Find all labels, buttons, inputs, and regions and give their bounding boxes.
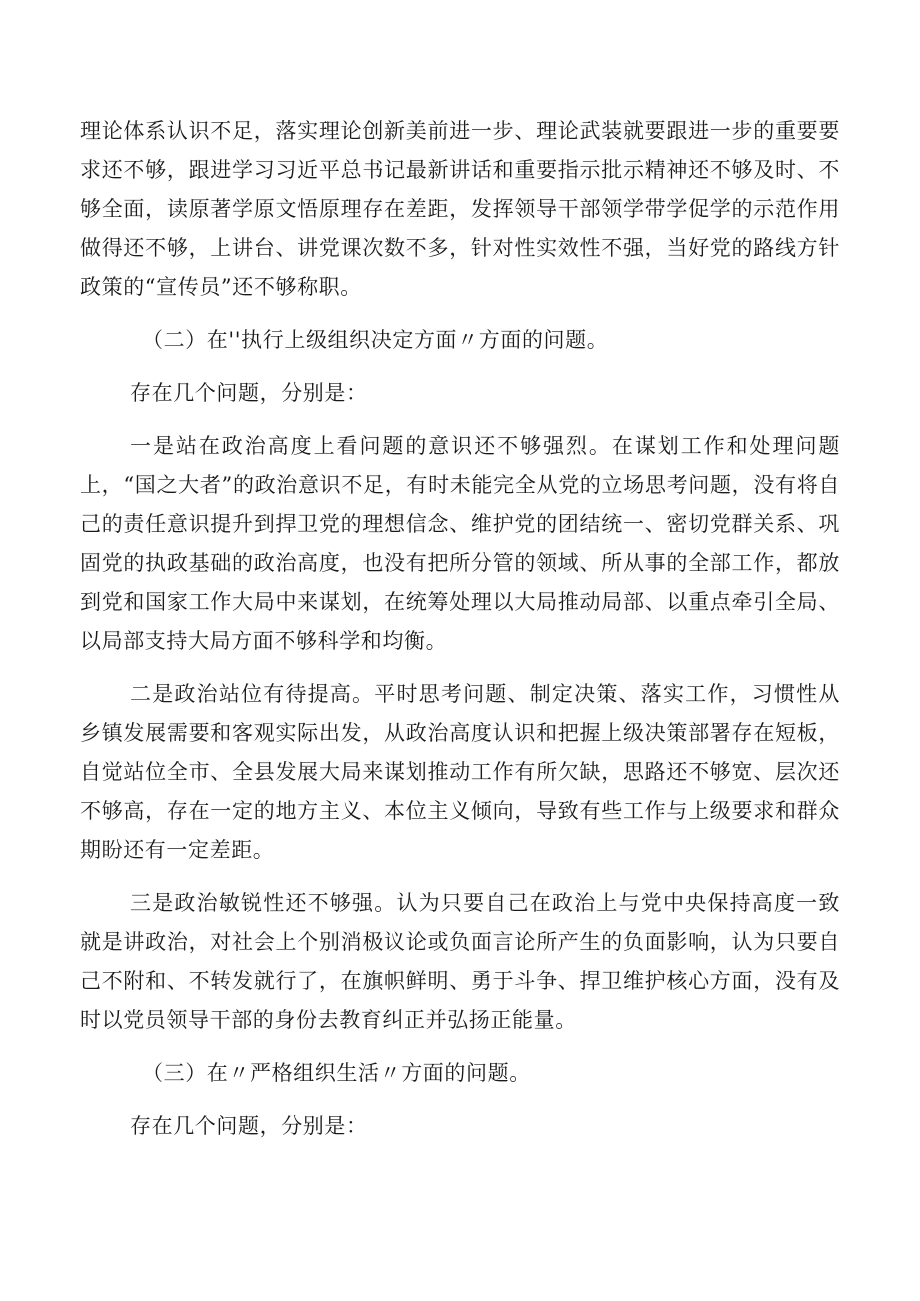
intro-paragraph: 存在几个问题，分别是： <box>130 381 368 405</box>
section-heading-2: （二）在''执行上级组织决定方面〃方面的问题。 <box>142 328 609 352</box>
body-paragraph-2: 二是政治站位有待提高。平时思考问题、制定决策、落实工作，习惯性从乡镇发展需要和客观实际出发，从政治高度认识和把握上级决策部署存在短板，自觉站位全市、全县发展大局来谋划推动工作有所欠缺，思路还不够宽、层次还不够高，存在一定的地方主义、本位主义倾向，导致有些工作与上级要求和群众期盼还有一定差距。 <box>80 682 840 862</box>
body-paragraph-continued: 理论体系认识不足，落实理论创新美前进一步、理论武装就要跟进一步的重要要求还不够，跟进学习习近平总书记最新讲话和重要指示批示精神还不够及时、不够全面，读原著学原文悟原理存在差距，发挥领导干部领学带学促学的示范作用做得还不够，上讲台、讲党课次数不多，针对性实效性不强，当好党的路线方针政策的“宣传员”还不够称职。 <box>80 119 840 299</box>
section-heading-3: （三）在〃严格组织生活〃方面的问题。 <box>142 1061 531 1085</box>
body-paragraph-1: 一是站在政治高度上看问题的意识还不够强烈。在谋划工作和处理问题上，“国之大者”的政治意识不足，有时未能完全从党的立场思考问题，没有将自己的责任意识提升到捍卫党的理想信念、维护党的团结统一、密切党群关系、巩固党的执政基础的政治高度，也没有把所分管的领域、所从事的全部工作，都放到党和国家工作大局中来谋划，在统筹处理以大局推动局部、以重点牵引全局、以局部支持大局方面不够科学和均衡。 <box>80 434 840 653</box>
body-paragraph-3: 三是政治敏锐性还不够强。认为只要自己在政治上与党中央保持高度一致就是讲政治，对社会上个别消极议论或负面言论所产生的负面影响，认为只要自己不附和、不转发就行了，在旗帜鲜明、勇于斗争、捍卫维护核心方面，没有及时以党员领导干部的身份去教育纠正并弘扬正能量。 <box>80 891 840 1032</box>
intro-paragraph-2: 存在几个问题，分别是： <box>130 1114 368 1138</box>
document-page <box>80 112 840 1146</box>
